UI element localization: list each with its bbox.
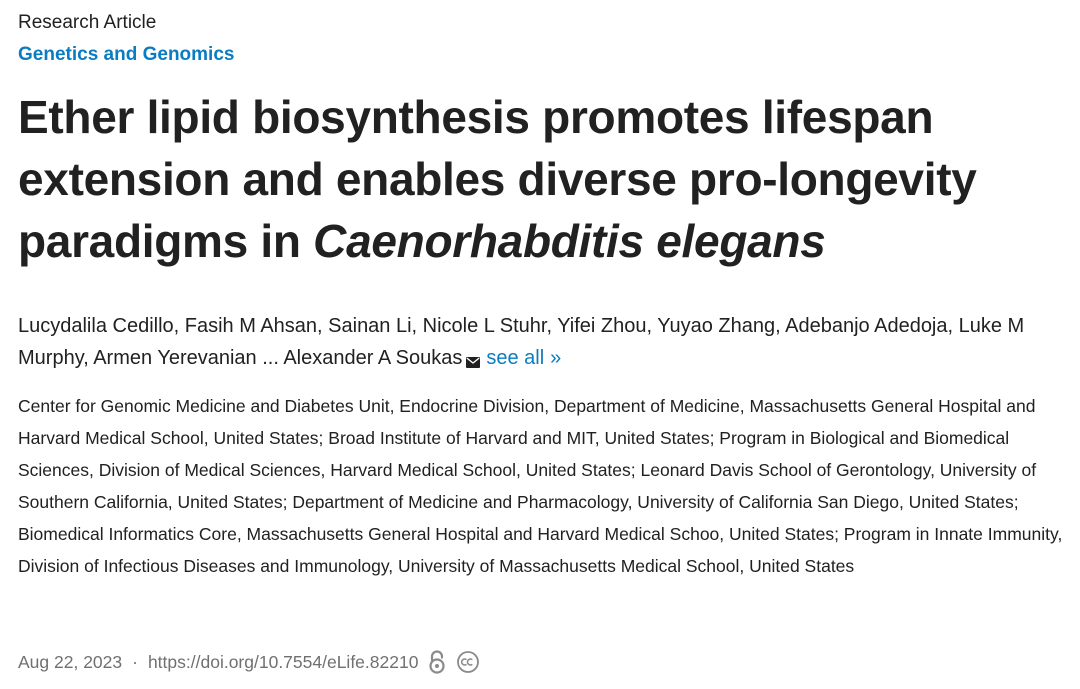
creative-commons-icon[interactable] xyxy=(456,650,478,674)
affiliations: Center for Genomic Medicine and Diabetes Unit, Endocrine Division, Department of Medicine, Massachusetts General Hospital and Harvard Medical School, United States; Broad Institute of Harvard and MIT, United States; Program in Biological and Biomedical Sciences, Division of Medical Sciences, Harvard Medical School, United States; Leonard Davis School of Gerontology, University of Southern California, United States; Department of Medicine and Pharmacology, University of California San Diego, United States; Biomedical Informatics Core, Massachusetts General Hospital and Harvard Medical Schoo, United States; Program in Innate Immunity, Division of Infectious Diseases and Immunology, University of Massachusetts Medical School, United States xyxy=(18,396,1063,576)
article-type: Research Article xyxy=(18,12,157,33)
author-list xyxy=(18,310,1068,374)
publication-date: Aug 22, 2023 xyxy=(18,652,123,672)
subject-link[interactable]: Genetics and Genomics xyxy=(18,44,235,65)
see-all-authors-link[interactable]: see all xyxy=(486,347,545,369)
meta-separator: · xyxy=(132,652,138,672)
open-access-lock-icon[interactable] xyxy=(426,650,448,674)
article-title xyxy=(18,86,1068,272)
authors-text: Lucydalila Cedillo, Fasih M Ahsan, Sainan Li, Nicole L Stuhr, Yifei Zhou, Yuyao Zhang, Adebanjo Adedoja, Luke M Murphy, Armen Yerevanian ... Alexander A Soukas xyxy=(18,315,1025,369)
chevron-right-icon[interactable]: » xyxy=(550,347,562,369)
doi-link[interactable]: https://doi.org/10.7554/eLife.82210 xyxy=(147,652,419,672)
title-species: Caenorhabditis elegans xyxy=(313,215,826,267)
title-main: Ether lipid biosynthesis promotes lifespan extension and enables diverse pro-longevity paradigms in xyxy=(18,91,977,267)
article-meta xyxy=(18,648,478,676)
envelope-icon[interactable] xyxy=(466,346,480,357)
